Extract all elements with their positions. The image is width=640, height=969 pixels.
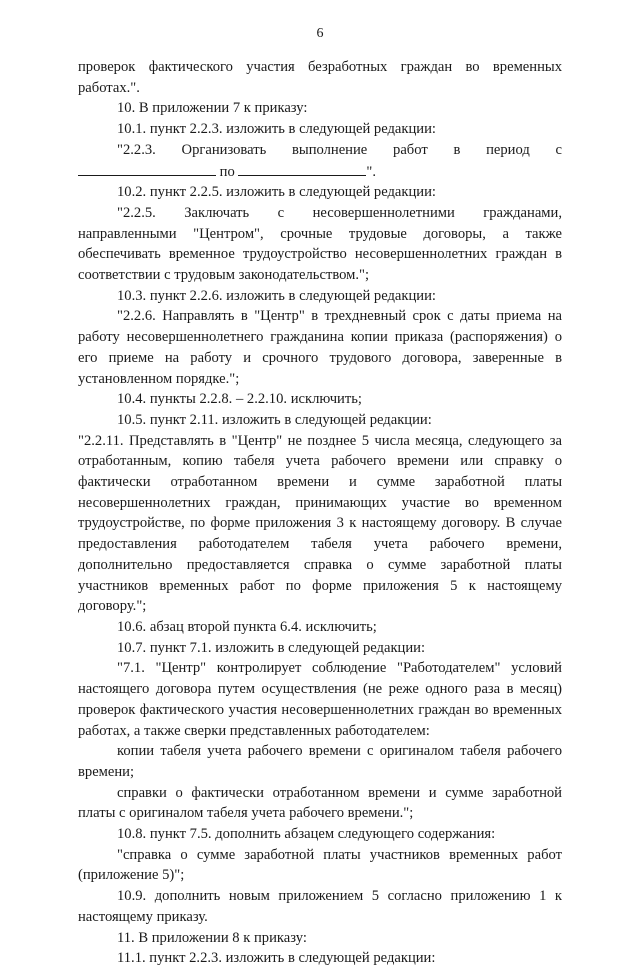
page-number: 6 xyxy=(316,26,324,41)
paragraph: 10.8. пункт 7.5. дополнить абзацем следующего содержания: xyxy=(117,826,496,843)
paragraph: 10.1. пункт 2.2.3. изложить в следующей редакции: xyxy=(117,121,436,138)
closing-quote: ". xyxy=(366,163,377,180)
paragraph: справки о фактически отработанном времени и сумме заработной платы с оригиналом табеля учета рабочего времени."; xyxy=(78,784,562,822)
paragraph: проверок фактического участия безработных граждан во временных работах.". xyxy=(78,59,562,96)
paragraph: "2.2.11. Представлять в "Центр" не позднее 5 числа месяца, следующего за отработанным, копию табеля учета рабочего времени или справку о фактически отработанном времени и сумме заработной платы несовершеннолетних граждан, принимающих участие во временном трудоустройстве, по форме приложения 3 к настоящему договору. В случае предоставления работодателем табеля учета рабочего времени, дополнительно предоставляется справка о сумме заработной платы участников временных работ по форме приложения 5 к настоящему договору."; xyxy=(78,432,562,615)
paragraph: 10.7. пункт 7.1. изложить в следующей редакции: xyxy=(117,639,426,656)
paragraph: 10.2. пункт 2.2.5. изложить в следующей редакции: xyxy=(117,184,436,201)
paragraph: 11.1. пункт 2.2.3. изложить в следующей редакции: xyxy=(117,950,436,967)
paragraph: копии табеля учета рабочего времени с оригиналом табеля рабочего времени; xyxy=(78,743,562,780)
paragraph: 10.3. пункт 2.2.6. изложить в следующей редакции: xyxy=(117,287,436,304)
paragraph: 10.4. пункты 2.2.8. – 2.2.10. исключить; xyxy=(117,391,362,408)
paragraph: "справка о сумме заработной платы участников временных работ (приложение 5)"; xyxy=(78,846,562,884)
document-body xyxy=(78,57,562,969)
paragraph-period-line xyxy=(78,161,562,183)
blank-line xyxy=(78,161,216,176)
paragraph: "7.1. "Центр" контролирует соблюдение "Работодателем" условий настоящего договора путем осуществления (не реже одного раза в месяц) проверок фактического участия несовершеннолетних граждан во временных работах, а также сверки представленных работодателем: xyxy=(78,660,562,739)
paragraph: 10.9. дополнить новым приложением 5 согласно приложению 1 к настоящему приказу. xyxy=(78,888,562,925)
blank-line xyxy=(238,161,366,176)
paragraph: "2.2.3. Организовать выполнение работ в период с xyxy=(117,141,562,158)
period-separator: по xyxy=(216,163,239,180)
paragraph: 10.6. абзац второй пункта 6.4. исключить; xyxy=(117,618,377,635)
paragraph: 11. В приложении 8 к приказу: xyxy=(117,929,307,946)
paragraph: 10. В приложении 7 к приказу: xyxy=(117,100,308,117)
paragraph: 10.5. пункт 2.11. изложить в следующей редакции: xyxy=(117,411,432,428)
paragraph: "2.2.5. Заключать с несовершеннолетними гражданами, направленными "Центром", срочные трудовые договоры, а также обеспечивать временное трудоустройство несовершеннолетних граждан в соответствии с трудовым законодательством."; xyxy=(78,204,562,284)
paragraph: "2.2.6. Направлять в "Центр" в трехдневный срок с даты приема на работу несовершеннолетнего гражданина копии приказа (распоряжения) о его приеме на работу и срочного трудового договора, заверенные в установленном порядке."; xyxy=(78,308,562,387)
